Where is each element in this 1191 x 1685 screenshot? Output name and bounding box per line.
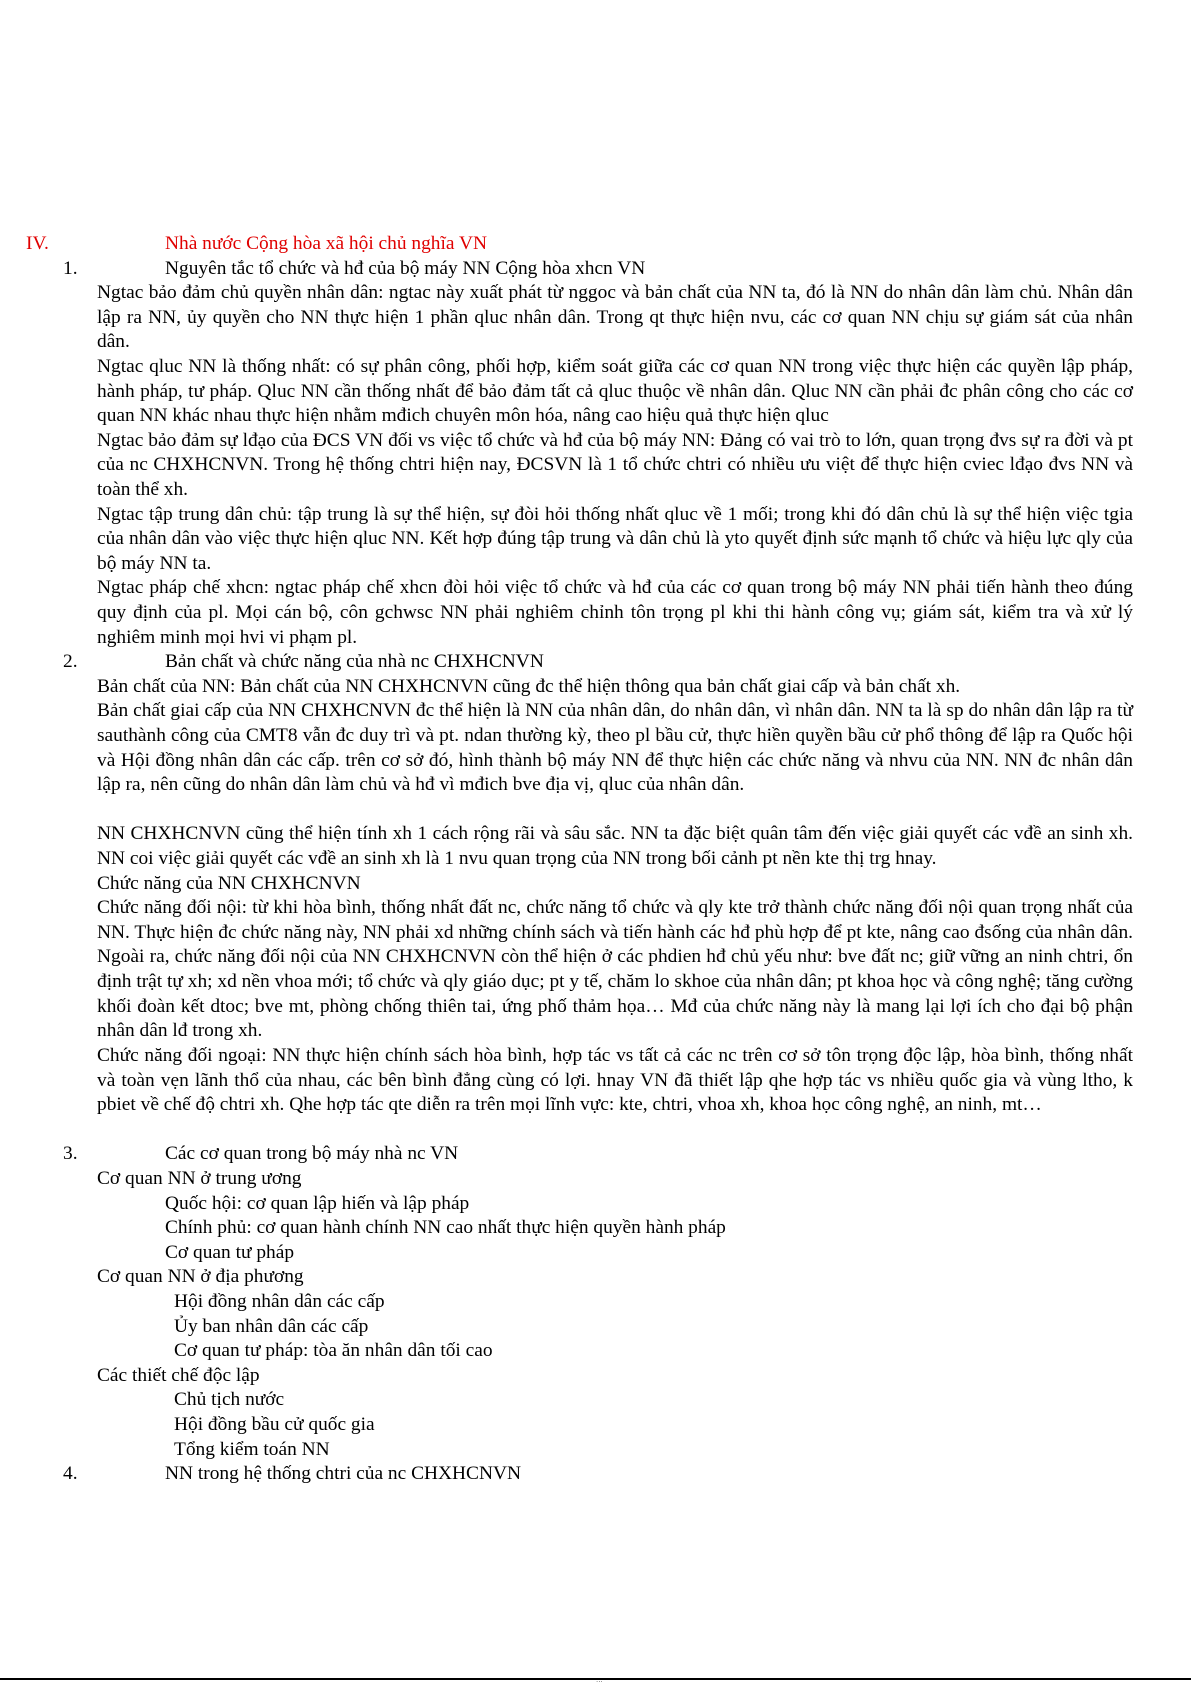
paragraph: Ngtac tập trung dân chủ: tập trung là sự thể hiện, sự đòi hỏi thống nhất qluc về 1 mối; trong khi đó dân chủ là sự thể hiện việc tgia của nhân dân vào việc thực hiện qluc NN. Kết hợp đúng tập trung và dân chủ là yto quyết định sức mạnh tổ chức và hiệu lực qly của bộ máy NN ta.: [97, 503, 1133, 574]
subsection-1-heading: [0, 257, 1191, 282]
paragraph: Bản chất giai cấp của NN CHXHCNVN đc thể hiện là NN của nhân dân, do nhân dân, vì nhân dân. NN ta là sp do nhân dân lập ra từ sauthành công của CMT8 vẫn đc duy trì và pt. ndan thường kỳ, theo pl bầu cử, thực hiền quyền bầu cử phổ thông để lập ra Quốc hội và Hội đồng nhân dân các cấp. trên cơ sở đó, hình thành bộ máy NN để thực hiện các chức năng và nhvu của NN. NN đc nhân dân lập ra, nên cũng do nhân dân làm chủ và hđ vì mđich bve địa vị, qluc của nhân dân.: [97, 700, 1133, 796]
subsection-number: 2.: [63, 651, 78, 673]
bullet-item: [0, 1315, 1191, 1340]
list-item-text: Cơ quan tư pháp: [165, 1241, 295, 1263]
list-group-heading: [0, 1167, 1191, 1192]
list-item-text: Cơ quan tư pháp: tòa ăn nhân dân tối cao: [174, 1340, 493, 1362]
bullet-item: [0, 1413, 1191, 1438]
subsection-title: Nguyên tắc tổ chức và hđ của bộ máy NN Cộng hòa xhcn VN: [165, 257, 646, 279]
list-group-heading: [0, 1265, 1191, 1290]
bullet-item: [0, 1438, 1191, 1463]
subsection-title: Các cơ quan trong bộ máy nhà nc VN: [165, 1143, 459, 1165]
group-label: Cơ quan NN ở địa phương: [97, 1266, 304, 1288]
list-item-text: Hội đồng nhân dân các cấp: [174, 1291, 385, 1312]
list-item-text: Chính phủ: cơ quan hành chính NN cao nhất thực hiện quyền hành pháp: [165, 1217, 726, 1239]
subsection-3-heading: [0, 1142, 1191, 1167]
subsection-4-heading: [0, 1462, 1191, 1487]
list-item: [0, 1192, 1191, 1217]
subsection-2-heading: [0, 650, 1191, 675]
list-group-heading: [0, 1364, 1191, 1389]
paragraph: Chức năng đối ngoại: NN thực hiện chính sách hòa bình, hợp tác vs tất cả các nc trên cơ sở tôn trọng độc lập, hòa bình, thống nhất và toàn vẹn lãnh thổ của nhau, các bên bình đẳng cùng có lợi. hnay VN đã thiết lập qhe hợp tác vs nhiều quốc gia và vùng ltho, k pbiet về chế độ chtri xh. Qhe hợp tác qte diễn ra trên mọi lĩnh vực: kte, chtri, vhoa xh, khoa học công nghệ, an ninh, mt…: [97, 1045, 1133, 1116]
paragraph: Ngtac pháp chế xhcn: ngtac pháp chế xhcn đòi hỏi việc tổ chức và hđ của các cơ quan trong bộ máy NN phải tiến hành theo đúng quy định của pl. Mọi cán bộ, côn gchwsc NN phải nghiêm chỉnh tôn trọng pl khi thi hành công vụ; giám sát, kiểm tra và xử lý nghiêm minh mọi hvi vi phạm pl.: [97, 577, 1133, 648]
list-item-text: Tổng kiểm toán NN: [174, 1438, 330, 1460]
list-item-text: Chủ tịch nước: [174, 1389, 285, 1411]
list-item: [0, 1216, 1191, 1241]
subsection-title: NN trong hệ thống chtri của nc CHXHCNVN: [165, 1463, 521, 1485]
paragraph: Bản chất của NN: Bản chất của NN CHXHCNVN cũng đc thể hiện thông qua bản chất giai cấp và bản chất xh.: [97, 675, 961, 697]
bullet-item: [0, 1290, 1191, 1315]
heading-number: IV.: [26, 233, 49, 254]
list-item-text: Ủy ban nhân dân các cấp: [174, 1315, 369, 1337]
section-heading: [0, 232, 1191, 257]
paragraph: Ngtac qluc NN là thống nhất: có sự phân công, phối hợp, kiểm soát giữa các cơ quan NN trong việc thực hiện các quyền lập pháp, hành pháp, tư pháp. Qluc NN cần thống nhất để bảo đảm tất cả qluc thuộc về nhân dân. Qluc NN cần phải đc phân công cho các cơ quan NN khác nhau thực hiện nhằm mđich chuyên môn hóa, nâng cao hiệu quả thực hiện qluc: [97, 356, 1133, 427]
footer-text: ...: [596, 1676, 603, 1684]
subsection-number: 3.: [63, 1143, 78, 1165]
list-item: [0, 1241, 1191, 1266]
bullet-item: [0, 1339, 1191, 1364]
list-item-text: Quốc hội: cơ quan lập hiến và lập pháp: [165, 1192, 470, 1214]
paragraph: Chức năng đối nội: từ khi hòa bình, thống nhất đất nc, chức năng tổ chức và qly kte trở thành chức năng đối nội quan trọng nhất của NN. Thực hiện đc chức năng này, NN phải xd những chính sách và tiến hành các hđ phù hợp để pt kte, nâng cao đsống của nhân dân. Ngoài ra, chức năng đối nội của NN CHXHCNVN còn thể hiện ở các phdien hđ chủ yếu như: bve đất nc; giữ vững an ninh chtri, ổn định trật tự xh; xd nền vhoa mới; tổ chức và qly giáo dục; pt y tế, chăm lo skhoe của nhân dân; pt khoa học và công nghệ; tăng cường khối đoàn kết dtoc; bve mt, phòng chống thiên tai, ứng phố thảm họa… Mđ của chức năng này là mang lại lợi ích cho đại bộ phận nhân dân lđ trong xh.: [97, 897, 1133, 1042]
heading-title: Nhà nước Cộng hòa xã hội chủ nghĩa VN: [165, 233, 487, 254]
subsection-number: 4.: [63, 1463, 78, 1485]
subsection-number: 1.: [63, 257, 78, 279]
list-item-text: Hội đồng bầu cử quốc gia: [174, 1414, 375, 1435]
group-label: Cơ quan NN ở trung ương: [97, 1168, 302, 1189]
paragraph: Chức năng của NN CHXHCNVN: [97, 872, 361, 894]
subsection-title: Bản chất và chức năng của nhà nc CHXHCNVN: [165, 651, 544, 673]
paragraph: Ngtac bảo đảm chủ quyền nhân dân: ngtac này xuất phát từ nggoc và bản chất của NN ta, đó là NN do nhân dân làm chủ. Nhân dân lập ra NN, ủy quyền cho NN thực hiện 1 phần qluc nhân dân. Trong qt thực hiện nvu, các cơ quan NN chịu sự giám sát của nhân dân.: [97, 282, 1133, 353]
paragraph: Ngtac bảo đảm sự lđạo của ĐCS VN đối vs việc tổ chức và hđ của bộ máy NN: Đảng có vai trò to lớn, quan trọng đvs sự ra đời và pt của nc CHXHCNVN. Trong hệ thống chtri hiện nay, ĐCSVN là 1 tổ chức chtri có nhiều ưu việt để thực hiện cviec lđạo đvs NN và toàn thể xh.: [97, 429, 1133, 500]
bullet-item: [0, 1388, 1191, 1413]
group-label: Các thiết chế độc lập: [97, 1364, 260, 1386]
paragraph: NN CHXHCNVN cũng thể hiện tính xh 1 cách rộng rãi và sâu sắc. NN ta đặc biệt quân tâm đến việc giải quyết các vđề an sinh xh. NN coi việc giải quyết các vđề an sinh xh là 1 nvu quan trọng của NN trong bối cảnh pt nền kte thị trg hnay.: [97, 823, 1133, 869]
